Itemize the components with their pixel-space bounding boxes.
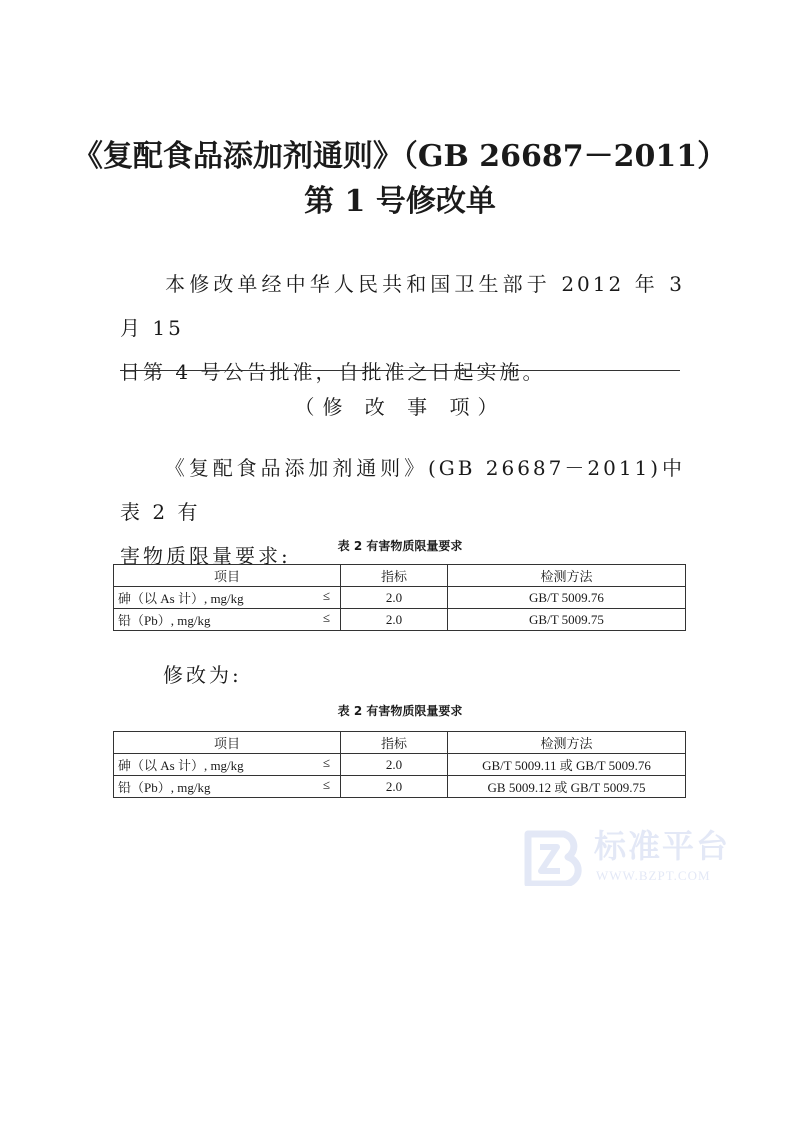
watermark [524, 826, 734, 888]
item-name: 铅（Pb）, mg/kg [118, 613, 211, 628]
cell-method: GB/T 5009.11 或 GB/T 5009.76 [448, 754, 686, 776]
change-line-1: 《复配食品添加剂通则》(GB 26687－2011)中表 2 有 [120, 456, 685, 524]
table-original [113, 564, 686, 631]
document-subtitle: 第 1 号修改单 [304, 184, 496, 219]
cell-method: GB/T 5009.75 [448, 609, 686, 631]
change-line-2: 害物质限量要求: [120, 544, 291, 568]
operator: ≤ [322, 610, 330, 625]
cell-item [114, 754, 341, 776]
header-method: 检测方法 [448, 732, 686, 754]
section-heading: （修 改 事 项） [294, 395, 506, 419]
intro-paragraph [120, 262, 685, 394]
table-row [114, 587, 686, 609]
cell-method: GB/T 5009.76 [448, 587, 686, 609]
bz-logo-icon [524, 830, 586, 886]
header-limit: 指标 [341, 565, 448, 587]
cell-item [114, 587, 341, 609]
header-item: 项目 [114, 732, 341, 754]
operator: ≤ [322, 777, 330, 792]
header-item: 项目 [114, 565, 341, 587]
watermark-url: WWW.BZPT.COM [596, 868, 711, 883]
cell-limit: 2.0 [341, 609, 448, 631]
table-row [114, 776, 686, 798]
cell-item [114, 776, 341, 798]
header-limit: 指标 [341, 732, 448, 754]
cell-item [114, 609, 341, 631]
intro-line-2: 日第 4 号公告批准，自批准之日起实施。 [120, 360, 546, 384]
table-caption-revised: 表 2 有害物质限量要求 [337, 704, 463, 718]
table-row [114, 609, 686, 631]
table-revised [113, 731, 686, 798]
operator: ≤ [322, 755, 330, 770]
item-name: 铅（Pb）, mg/kg [118, 780, 211, 795]
header-method: 检测方法 [448, 565, 686, 587]
operator: ≤ [322, 588, 330, 603]
cell-limit: 2.0 [341, 754, 448, 776]
table-header-row [114, 732, 686, 754]
modified-to-label: 修改为: [163, 663, 242, 687]
intro-line-1: 本修改单经中华人民共和国卫生部于 2012 年 3 月 15 [120, 272, 685, 340]
horizontal-divider [120, 370, 680, 371]
cell-method: GB 5009.12 或 GB/T 5009.75 [448, 776, 686, 798]
table-caption-original: 表 2 有害物质限量要求 [337, 539, 463, 553]
table-row [114, 754, 686, 776]
cell-limit: 2.0 [341, 587, 448, 609]
cell-limit: 2.0 [341, 776, 448, 798]
item-name: 砷（以 As 计）, mg/kg [118, 591, 244, 606]
change-paragraph [120, 446, 685, 578]
watermark-name: 标准平台 [594, 827, 731, 865]
document-title: 《复配食品添加剂通则》（GB 26687－2011） [72, 139, 728, 174]
item-name: 砷（以 As 计）, mg/kg [118, 758, 244, 773]
table-header-row [114, 565, 686, 587]
